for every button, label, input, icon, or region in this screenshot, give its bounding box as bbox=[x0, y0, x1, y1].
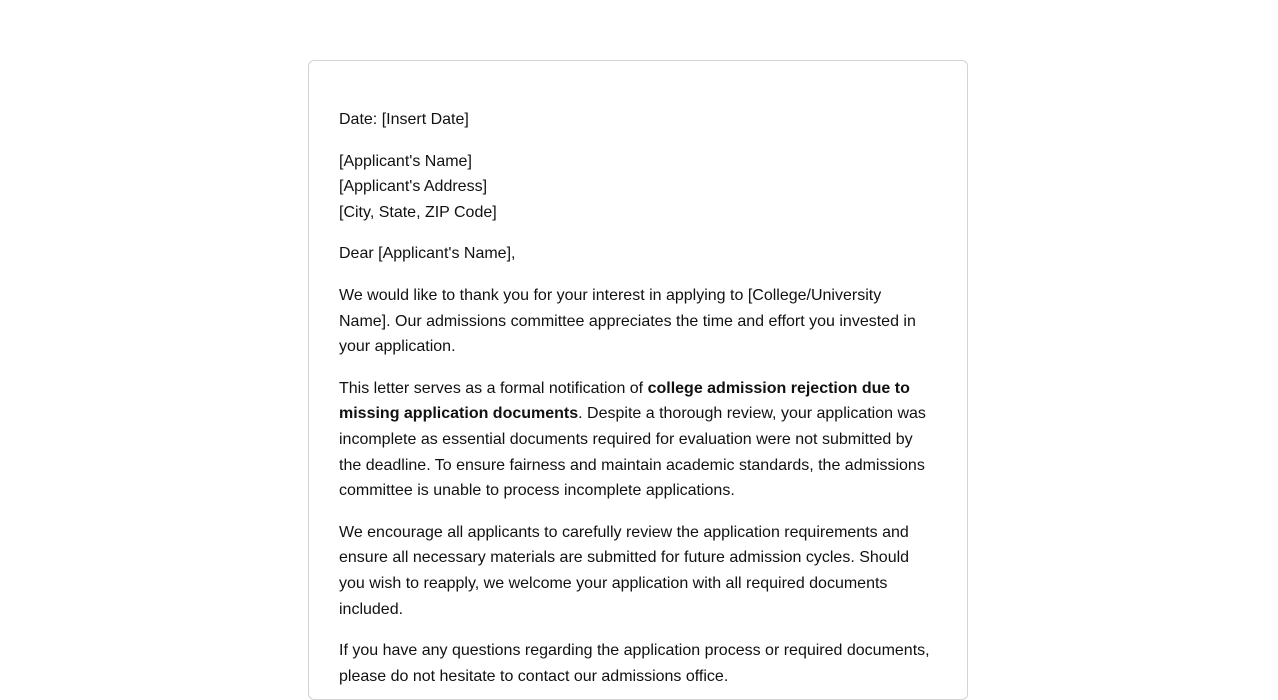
notification-bold-reason: college admission rejection due to missing application documents bbox=[339, 379, 910, 423]
applicant-name: [Applicant's Name] bbox=[339, 152, 472, 170]
applicant-address-block bbox=[339, 149, 937, 226]
letter-card bbox=[308, 60, 968, 700]
paragraph-thanks: We would like to thank you for your interest in applying to [College/University Name]. Our admissions committee appreciates the time and effort you invested in your application. bbox=[339, 286, 916, 356]
salutation: Dear [Applicant's Name], bbox=[339, 245, 516, 263]
letter-date: Date: [Insert Date] bbox=[339, 111, 469, 128]
paragraph-contact: If you have any questions regarding the application process or required documents, please do not hesitate to contact our admissions office. bbox=[339, 642, 930, 685]
applicant-address: [Applicant's Address] bbox=[339, 178, 488, 196]
paragraph-notification bbox=[339, 376, 937, 504]
paragraph-encouragement: We encourage all applicants to carefully review the application requirements and ensure all necessary materials are submitted for future admission cycles. Should you wish to reapply, we welcome your application with all required documents included. bbox=[339, 523, 910, 618]
applicant-city-state-zip: [City, State, ZIP Code] bbox=[339, 203, 497, 221]
notification-text-after: . Despite a thorough review, your application was incomplete as essential documents required for evaluation were not submitted by the deadline. To ensure fairness and maintain academic standards, the admissions committee is unable to process incomplete applications. bbox=[339, 405, 926, 500]
notification-text-before: This letter serves as a formal notification of bbox=[339, 379, 648, 397]
